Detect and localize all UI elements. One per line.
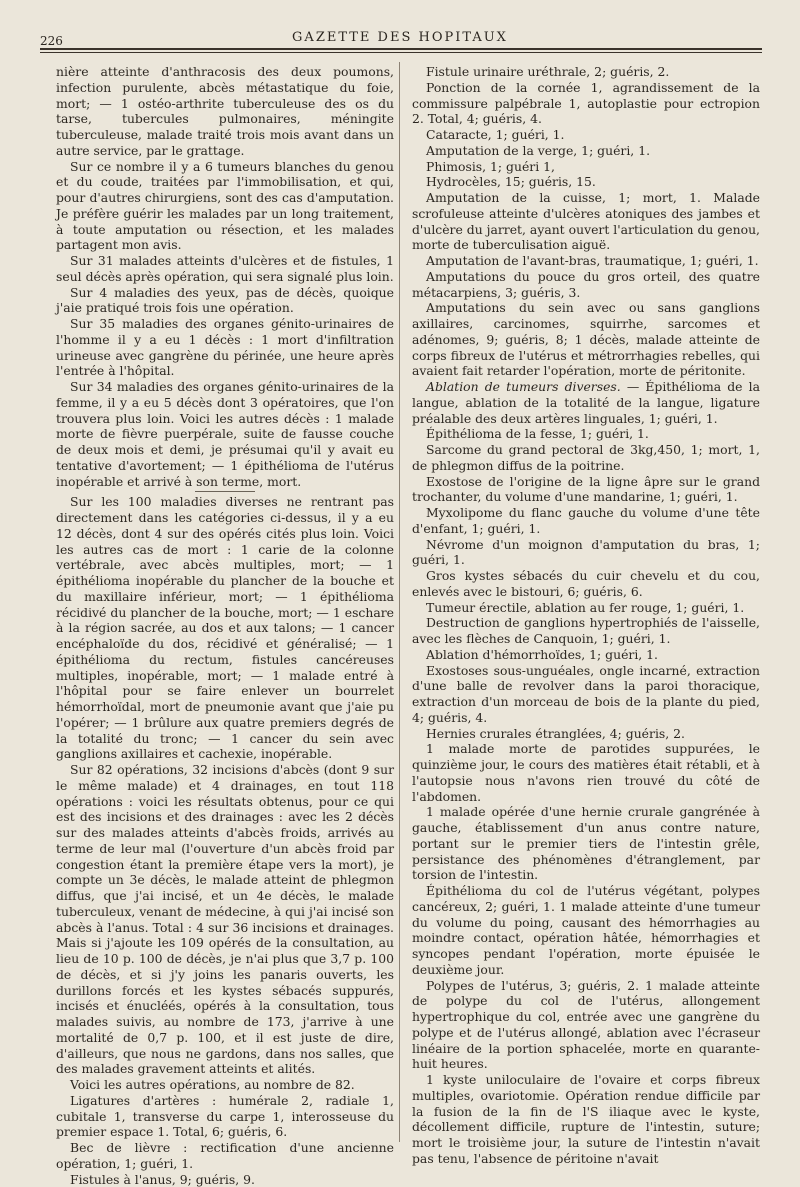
header-rule-thin <box>40 52 762 53</box>
paragraph: Sur 34 maladies des organes génito-urinaires de la femme, il y a eu 5 décès dont 3 opératoires, que l'on trouvera plus loin. Voici les autres décès : 1 malade morte de fièvre puerpérale, suite de fausse couche de deux mois et demi, je présumai qu'il y avait eu tentative d'avortement; — 1 épithélioma de l'utérus inopérable et arrivé à son terme, mort. <box>56 379 394 489</box>
paragraph: 1 malade opérée d'une hernie crurale gangrénée à gauche, établissement d'un anus contre nature, portant sur le premier tiers de l'intestin grêle, persistance des phénomènes d'étranglement, par torsion de l'intestin. <box>412 804 760 883</box>
paragraph: Tumeur érectile, ablation au fer rouge, 1; guéri, 1. <box>412 600 760 616</box>
paragraph: nière atteinte d'anthracosis des deux poumons, infection purulente, abcès métastatique du foie, mort; — 1 ostéo-arthrite tuberculeuse des os du tarse, tubercules pulmonaires, méningite tuberculeuse, malade traité trois mois avant dans un autre service, par le grattage. <box>56 64 394 159</box>
paragraph: 1 kyste uniloculaire de l'ovaire et corps fibreux multiples, ovariotomie. Opération rendue difficile par la fusion de la fin de l'S iliaque avec le kyste, décollement difficile, rupture de l'intestin, suture; mort le troisième jour, la suture de l'intestin n'avait pas tenu, l'absence de péritoine n'avait <box>412 1072 760 1167</box>
paragraph: Sur 4 maladies des yeux, pas de décès, quoique j'aie pratiqué trois fois une opération. <box>56 285 394 317</box>
paragraph: Amputation de la cuisse, 1; mort, 1. Malade scrofuleuse atteinte d'ulcères atoniques des jambes et d'ulcère du jarret, ayant ouvert l'articulation du genou, morte de tuberculisation aiguë. <box>412 190 760 253</box>
paragraph: Gros kystes sébacés du cuir chevelu et du cou, enlevés avec le bistouri, 6; guéris, 6. <box>412 568 760 600</box>
paragraph: Polypes de l'utérus, 3; guéris, 2. 1 malade atteinte de polype du col de l'utérus, allongement hypertrophique du col, entrée avec une gangrène du polype et de l'utérus allongé, ablation avec l'écraseur linéaire de la portion sphacelée, morte en quarante-huit heures. <box>412 978 760 1073</box>
paragraph: Hernies crurales étranglées, 4; guéris, 2. <box>412 726 760 742</box>
section-separator <box>195 491 255 492</box>
paragraph: Voici les autres opérations, au nombre de 82. <box>56 1077 394 1093</box>
page-header <box>40 26 760 48</box>
section-heading: Ablation de tumeurs diverses. <box>426 379 621 394</box>
journal-title: GAZETTE DES HOPITAUX <box>40 30 760 45</box>
paragraph: Exostose de l'origine de la ligne âpre sur le grand trochanter, du volume d'une mandarine, 1; guéri, 1. <box>412 474 760 506</box>
section-text: — Épithélioma de la langue, ablation de la totalité de la langue, ligature préalable des deux artères linguales, 1; guéri, 1. <box>412 379 760 426</box>
left-column <box>56 64 394 1187</box>
paragraph: Sur 82 opérations, 32 incisions d'abcès (dont 9 sur le même malade) et 4 drainages, en tout 118 opérations : voici les résultats obtenus, pour ce qui est des incisions et des drainages : avec les 2 décès sur des malades atteints d'abcès froids, arrivés au terme de leur mal (l'ouverture d'un abcès froid par congestion étant la première étape vers la mort), je compte un 3e décès, le malade atteint de phlegmon diffus, que j'ai incisé, et un 4e décès, le malade tuberculeux, venant de médecine, à qui j'ai incisé son abcès à l'anus. Total : 4 sur 36 incisions et drainages. Mais si j'ajoute les 109 opérés de la consultation, au lieu de 10 p. 100 de décès, je n'ai plus que 3,7 p. 100 de décès, et si j'y joins les panaris ouverts, les durillons forcés et les kystes sébacés suppurés, incisés et énucléés, opérés à la consultation, tous malades suivis, au nombre de 173, j'arrive à une mortalité de 0,7 p. 100, et il est juste de dire, d'ailleurs, que nous ne gardons, dans nos salles, que des malades gravement atteints et alités. <box>56 762 394 1077</box>
paragraph: Sur les 100 maladies diverses ne rentrant pas directement dans les catégories ci-dessus, il y a eu 12 décès, dont 4 sur des opérés cités plus loin. Voici les autres cas de mort : 1 carie de la colonne vertébrale, avec abcès multiples, mort; — 1 épithélioma inopérable du plancher de la bouche et du maxillaire inférieur, mort; — 1 épithélioma récidivé du plancher de la bouche, mort; — 1 eschare à la région sacrée, au dos et aux talons; — 1 cancer encéphaloïde du dos, récidivé et généralisé; — 1 épithélioma du rectum, fistules cancéreuses multiples, inopérable, mort; — 1 malade entré à l'hôpital pour se faire enlever un bourrelet hémorrhoïdal, mort de pneumonie avant que j'aie pu l'opérer; — 1 brûlure aux quatre premiers degrés de la totalité du tronc; — 1 cancer du sein avec ganglions axillaires et cachexie, inopérable. <box>56 494 394 762</box>
paragraph: Hydrocèles, 15; guéris, 15. <box>412 174 760 190</box>
paragraph: 1 malade morte de parotides suppurées, le quinzième jour, le cours des matières était rétabli, et à l'autopsie nous n'avons rien trouvé du côté de l'abdomen. <box>412 741 760 804</box>
paragraph: Amputations du sein avec ou sans ganglions axillaires, carcinomes, squirrhe, sarcomes et adénomes, 9; guéris, 8; 1 décès, malade atteinte de corps fibreux de l'utérus et métrorrhagies rebelles, qui avaient fait retarder l'opération, morte de péritonite. <box>412 300 760 379</box>
paragraph: Névrome d'un moignon d'amputation du bras, 1; guéri, 1. <box>412 537 760 569</box>
paragraph: Sur 35 maladies des organes génito-urinaires de l'homme il y a eu 1 décès : 1 mort d'infiltration urineuse avec gangrène du périnée, une heure après l'entrée à l'hôpital. <box>56 316 394 379</box>
paragraph: Ablation d'hémorrhoïdes, 1; guéri, 1. <box>412 647 760 663</box>
paragraph <box>412 379 760 426</box>
column-divider <box>399 62 400 1142</box>
paragraph: Destruction de ganglions hypertrophiés de l'aisselle, avec les flèches de Canquoin, 1; guéri, 1. <box>412 615 760 647</box>
page-number: 226 <box>40 34 63 48</box>
paragraph: Ligatures d'artères : humérale 2, radiale 1, cubitale 1, transverse du carpe 1, interosseuse du premier espace 1. Total, 6; guéris, 6. <box>56 1093 394 1140</box>
paragraph: Fistules à l'anus, 9; guéris, 9. <box>56 1172 394 1187</box>
paragraph: Bec de lièvre : rectification d'une ancienne opération, 1; guéri, 1. <box>56 1140 394 1172</box>
paragraph: Sur 31 malades atteints d'ulcères et de fistules, 1 seul décès après opération, qui sera signalé plus loin. <box>56 253 394 285</box>
paragraph: Amputations du pouce du gros orteil, des quatre métacarpiens, 3; guéris, 3. <box>412 269 760 301</box>
paragraph: Exostoses sous-unguéales, ongle incarné, extraction d'une balle de revolver dans la paroi thoracique, extraction d'un morceau de bois de la plante du pied, 4; guéris, 4. <box>412 663 760 726</box>
paragraph: Épithélioma du col de l'utérus végétant, polypes cancéreux, 2; guéri, 1. 1 malade atteinte d'une tumeur du volume du poing, causant des hémorrhagies au moindre contact, opération hâtée, hémorrhagies et syncopes pendant l'opération, morte épuisée le deuxième jour. <box>412 883 760 978</box>
paragraph: Ponction de la cornée 1, agrandissement de la commissure palpébrale 1, autoplastie pour ectropion 2. Total, 4; guéris, 4. <box>412 80 760 127</box>
paragraph: Phimosis, 1; guéri 1, <box>412 159 760 175</box>
paragraph: Amputation de la verge, 1; guéri, 1. <box>412 143 760 159</box>
paragraph: Amputation de l'avant-bras, traumatique, 1; guéri, 1. <box>412 253 760 269</box>
paragraph: Sarcome du grand pectoral de 3kg,450, 1; mort, 1, de phlegmon diffus de la poitrine. <box>412 442 760 474</box>
right-column <box>412 64 760 1167</box>
header-rule <box>40 48 762 50</box>
paragraph: Épithélioma de la fesse, 1; guéri, 1. <box>412 426 760 442</box>
paragraph: Fistule urinaire uréthrale, 2; guéris, 2. <box>412 64 760 80</box>
paragraph: Myxolipome du flanc gauche du volume d'une tête d'enfant, 1; guéri, 1. <box>412 505 760 537</box>
paragraph: Cataracte, 1; guéri, 1. <box>412 127 760 143</box>
paragraph: Sur ce nombre il y a 6 tumeurs blanches du genou et du coude, traitées par l'immobilisation, et qui, pour d'autres chirurgiens, sont des cas d'amputation. Je préfère guérir les malades par un long traitement, à toute amputation ou résection, et les malades partagent mon avis. <box>56 159 394 254</box>
